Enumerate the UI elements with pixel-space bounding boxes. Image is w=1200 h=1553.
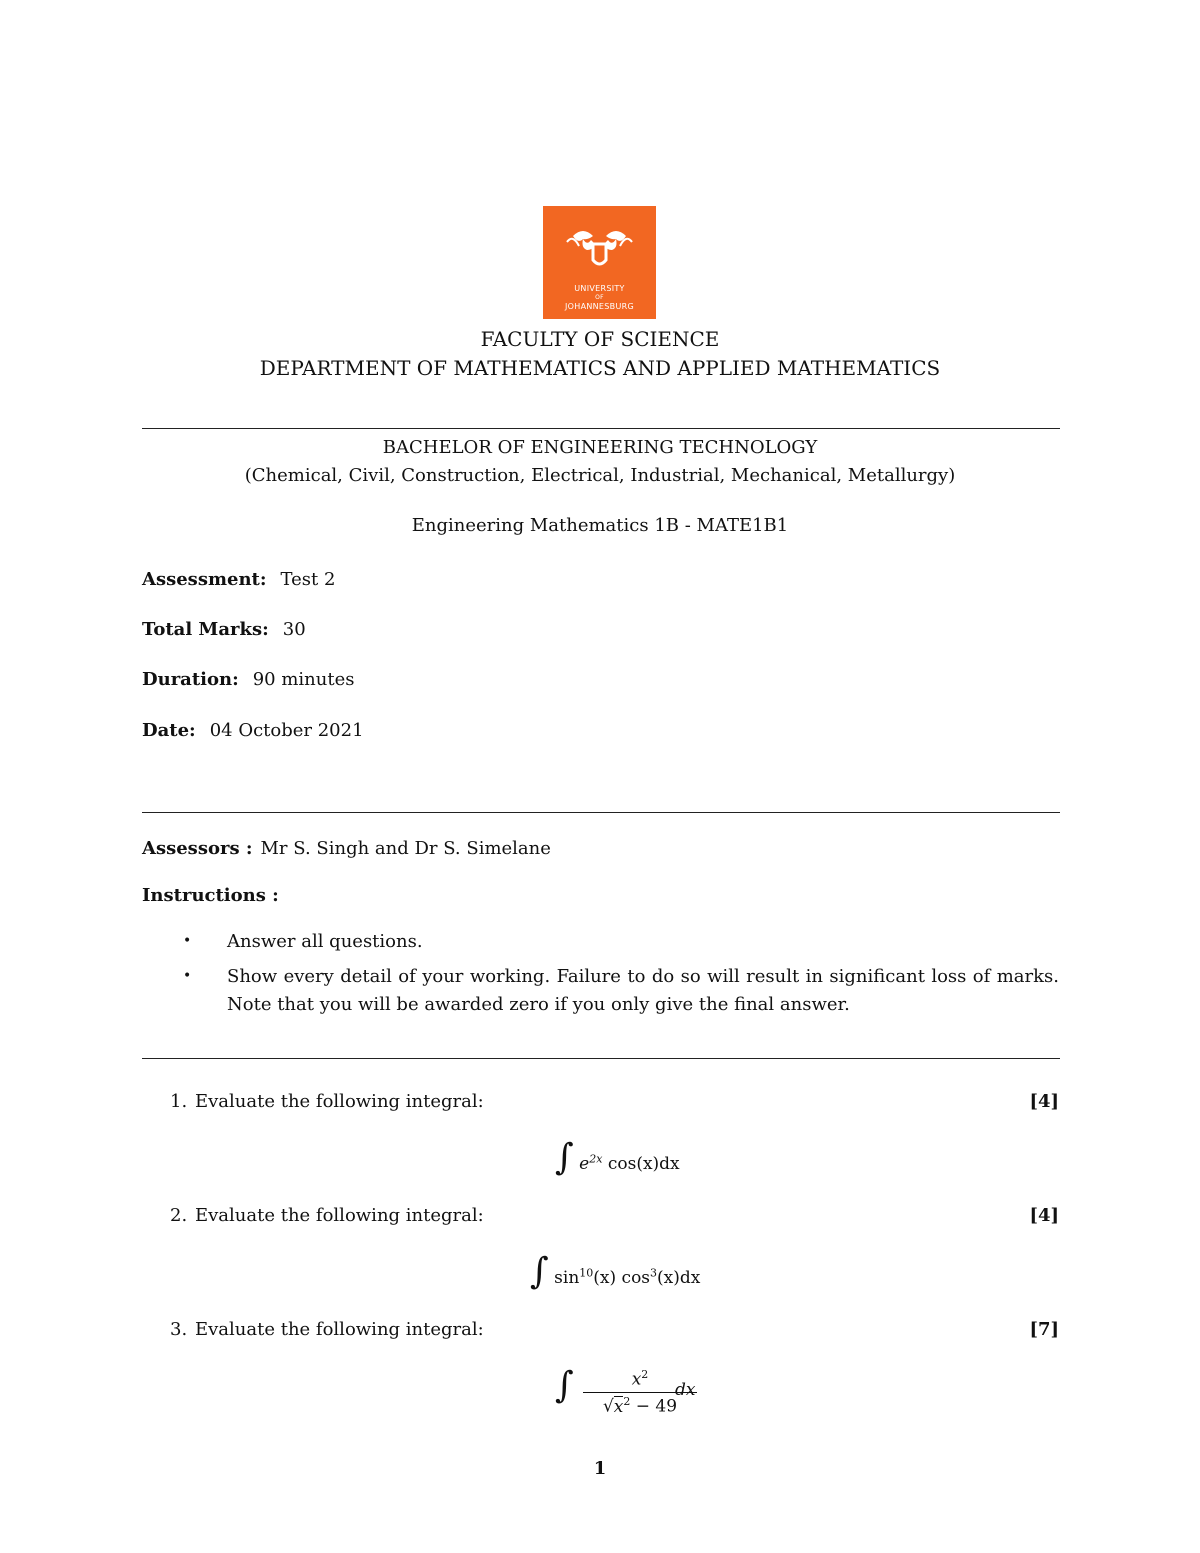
faculty-title: FACULTY OF SCIENCE: [480, 327, 720, 351]
department-title: DEPARTMENT OF MATHEMATICS AND APPLIED MATHEMATICS: [259, 356, 941, 380]
date-label: Date:: [142, 720, 196, 741]
assessors-value: Mr S. Singh and Dr S. Simelane: [260, 838, 551, 859]
assessment-label: Assessment:: [142, 569, 267, 590]
bullet-icon: •: [183, 933, 192, 949]
question-text: Evaluate the following integral:: [195, 1205, 484, 1226]
divider: [142, 428, 1060, 429]
date-field: [142, 720, 364, 741]
fraction-numerator: $x^2$: [631, 1368, 649, 1390]
bullet-icon: •: [183, 968, 192, 984]
date-value: 04 October 2021: [209, 720, 364, 741]
logo-line1: UNIVERSITY: [574, 284, 625, 293]
instructions-label: Instructions :: [142, 885, 279, 906]
question-1-formula: ∫ $e^{2x}$ cos(x)dx: [555, 1137, 680, 1178]
question-text: Evaluate the following integral:: [195, 1319, 484, 1340]
instruction-item: Show every detail of your working. Failure to do so will result in significant loss of marks. Note that you will be awarded zero if you only give the final answer.: [227, 966, 1059, 1015]
assessors-label: Assessors :: [142, 838, 253, 859]
page-number: 1: [593, 1458, 607, 1479]
total-marks-field: [142, 619, 306, 640]
university-logo: [543, 206, 656, 319]
question-number: 1.: [170, 1091, 188, 1112]
divider: [142, 812, 1060, 813]
uj-crest-icon: [543, 206, 656, 286]
question-number: 2.: [170, 1205, 188, 1226]
logo-line2: OF: [595, 294, 604, 301]
total-marks-value: 30: [282, 619, 306, 640]
duration-field: [142, 669, 355, 690]
module-title: Engineering Mathematics 1B - MATE1B1: [411, 515, 789, 536]
question-text: Evaluate the following integral:: [195, 1091, 484, 1112]
total-marks-label: Total Marks:: [142, 619, 269, 640]
assessment-value: Test 2: [280, 569, 336, 590]
fraction-denominator: $√x^2 - 49$: [602, 1395, 678, 1417]
assessors-field: [142, 838, 551, 859]
degree-title: BACHELOR OF ENGINEERING TECHNOLOGY: [382, 437, 818, 458]
divider: [142, 1058, 1060, 1059]
question-2-formula: ∫ $\sin^{10}(x)$ $\cos^3(x)dx$: [530, 1251, 701, 1292]
logo-line3: JOHANNESBURG: [565, 302, 634, 311]
instruction-item: Answer all questions.: [227, 931, 423, 952]
duration-label: Duration:: [142, 669, 239, 690]
integral-sign: ∫: [530, 1251, 549, 1292]
assessment-field: [142, 569, 335, 590]
question-marks: [4]: [1029, 1205, 1059, 1226]
integral-sign: ∫: [555, 1365, 574, 1406]
degree-streams: (Chemical, Civil, Construction, Electrical, Industrial, Mechanical, Metallurgy): [244, 465, 956, 486]
question-number: 3.: [170, 1319, 188, 1340]
question-marks: [7]: [1029, 1319, 1059, 1340]
question-marks: [4]: [1029, 1091, 1059, 1112]
duration-value: 90 minutes: [252, 669, 355, 690]
integral-sign: ∫: [555, 1137, 574, 1178]
